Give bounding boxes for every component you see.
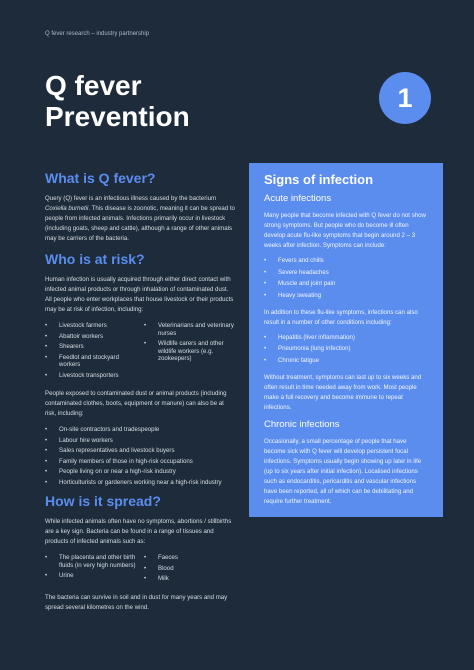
risk-columns (45, 322, 235, 382)
risk-list-col1 (45, 322, 136, 382)
acute-heading: Acute infections (264, 193, 332, 204)
acute-paragraph-3: Without treatment, symptoms can last up to six weeks and often result in time needed away from work. Most people make a full recovery and become immune to repeat infections. (264, 373, 422, 411)
what-text-2: . This disease is zoonotic, meaning it can be spread to people from infected animals. Infections primarily occur in livestock (including goats, sheep and cattle), although a range of other animals may be carriers of the bacteria. (45, 205, 235, 242)
risk-intro: Human infection is usually acquired through either direct contact with infected animal products or through inhalation of contaminated dust. All people who enter workplaces that house livestock or their products may be at risk of infection, including: (45, 276, 234, 313)
list-item: • Livestock farmers (45, 322, 136, 330)
risk-paragraph-2: People exposed to contaminated dust or animal products (including contaminated clothes, boots, equipment or manure) can also be at risk, including: (45, 390, 227, 417)
list-item: • Muscle and joint pain (264, 280, 428, 288)
list-item: • Livestock transporters (45, 372, 136, 380)
what-paragraph (45, 194, 235, 244)
list-item: • Milk (144, 575, 235, 583)
left-column (45, 170, 235, 620)
acute-symptoms-list (264, 257, 428, 300)
list-item: • People living on or near a high-risk industry (45, 468, 235, 476)
list-item: • Shearers (45, 343, 136, 351)
list-item: • Sales representatives and livestock buyers (45, 447, 235, 455)
list-item: • Wildlife carers and other wildlife workers (e.g. zookeepers) (144, 340, 235, 363)
list-item: • Labour hire workers (45, 437, 235, 445)
risk-list-2 (45, 426, 235, 486)
signs-heading: Signs of infection (264, 172, 374, 187)
list-item: • Feedlot and stockyard workers (45, 354, 136, 369)
acute-conditions-list (264, 334, 428, 365)
acute-intro: Many people that become infected with Q fever do not show strong symptoms. But people who do become ill often develop acute flu-like symptoms that begin around 2 – 3 weeks after infection. Symptoms can include: (264, 212, 426, 249)
list-item: • Heavy sweating (264, 292, 428, 300)
list-item: • Abattoir workers (45, 333, 136, 341)
list-item: • Horticulturists or gardeners working near a high-risk industry (45, 479, 235, 487)
spread-heading: How is it spread? (45, 493, 161, 509)
list-item: • Pneumonia (lung infection) (264, 345, 428, 353)
list-item: • Hepatitis (liver inflammation) (264, 334, 428, 342)
list-item: • Chronic fatigue (264, 357, 428, 365)
spread-columns (45, 554, 235, 586)
list-item: • Severe headaches (264, 269, 428, 277)
title-line-2: Prevention (45, 101, 190, 132)
chronic-text: Occasionally, a small percentage of people that have become sick with Q fever will develop persistent focal infections. Symptoms usually begin showing up later in life (up to six years after initial infection). Localised infections such as endocarditis, pericarditis and vascular infections have been reported, all of which can be debilitating and require further treatment. (264, 437, 422, 505)
list-item: • The placenta and other birth fluids (in very high numbers) (45, 554, 136, 569)
what-heading: What is Q fever? (45, 170, 156, 186)
title-line-1: Q fever (45, 70, 142, 101)
list-item: • Family members of those in high-risk occupations (45, 458, 235, 466)
chronic-heading: Chronic infections (264, 418, 340, 430)
signs-panel (249, 163, 443, 517)
list-item: • Veterinarians and veterinary nurses (144, 322, 235, 337)
risk-heading: Who is at risk? (45, 251, 145, 267)
header-tagline: Q fever research – industry partnership (45, 31, 150, 37)
list-item: • Faeces (144, 554, 235, 562)
spread-list-col2 (144, 554, 235, 586)
list-item: • Fevers and chills (264, 257, 428, 265)
risk-list-col2 (144, 322, 235, 382)
spread-intro: While infected animals often have no symptoms, abortions / stillbirths are a key sign. Bacteria can be found in a range of tissues and products of infected animals such as: (45, 518, 232, 545)
what-text-1: Query (Q) fever is an infectious illness caused by the bacterium (45, 195, 217, 202)
list-item: • On-site contractors and tradespeople (45, 426, 235, 434)
species-name: Coxiella burnetii (45, 205, 89, 212)
spread-list-col1 (45, 554, 136, 586)
list-item: • Urine (45, 572, 136, 580)
page-title (45, 70, 190, 132)
spread-outro: The bacteria can survive in soil and in dust for many years and may spread several kilometres on the wind. (45, 593, 228, 611)
page-number-badge: 1 (379, 72, 431, 124)
acute-paragraph-2: In addition to these flu-like symptoms, infections can also result in a number of other conditions including: (264, 308, 418, 326)
list-item: • Blood (144, 565, 235, 573)
